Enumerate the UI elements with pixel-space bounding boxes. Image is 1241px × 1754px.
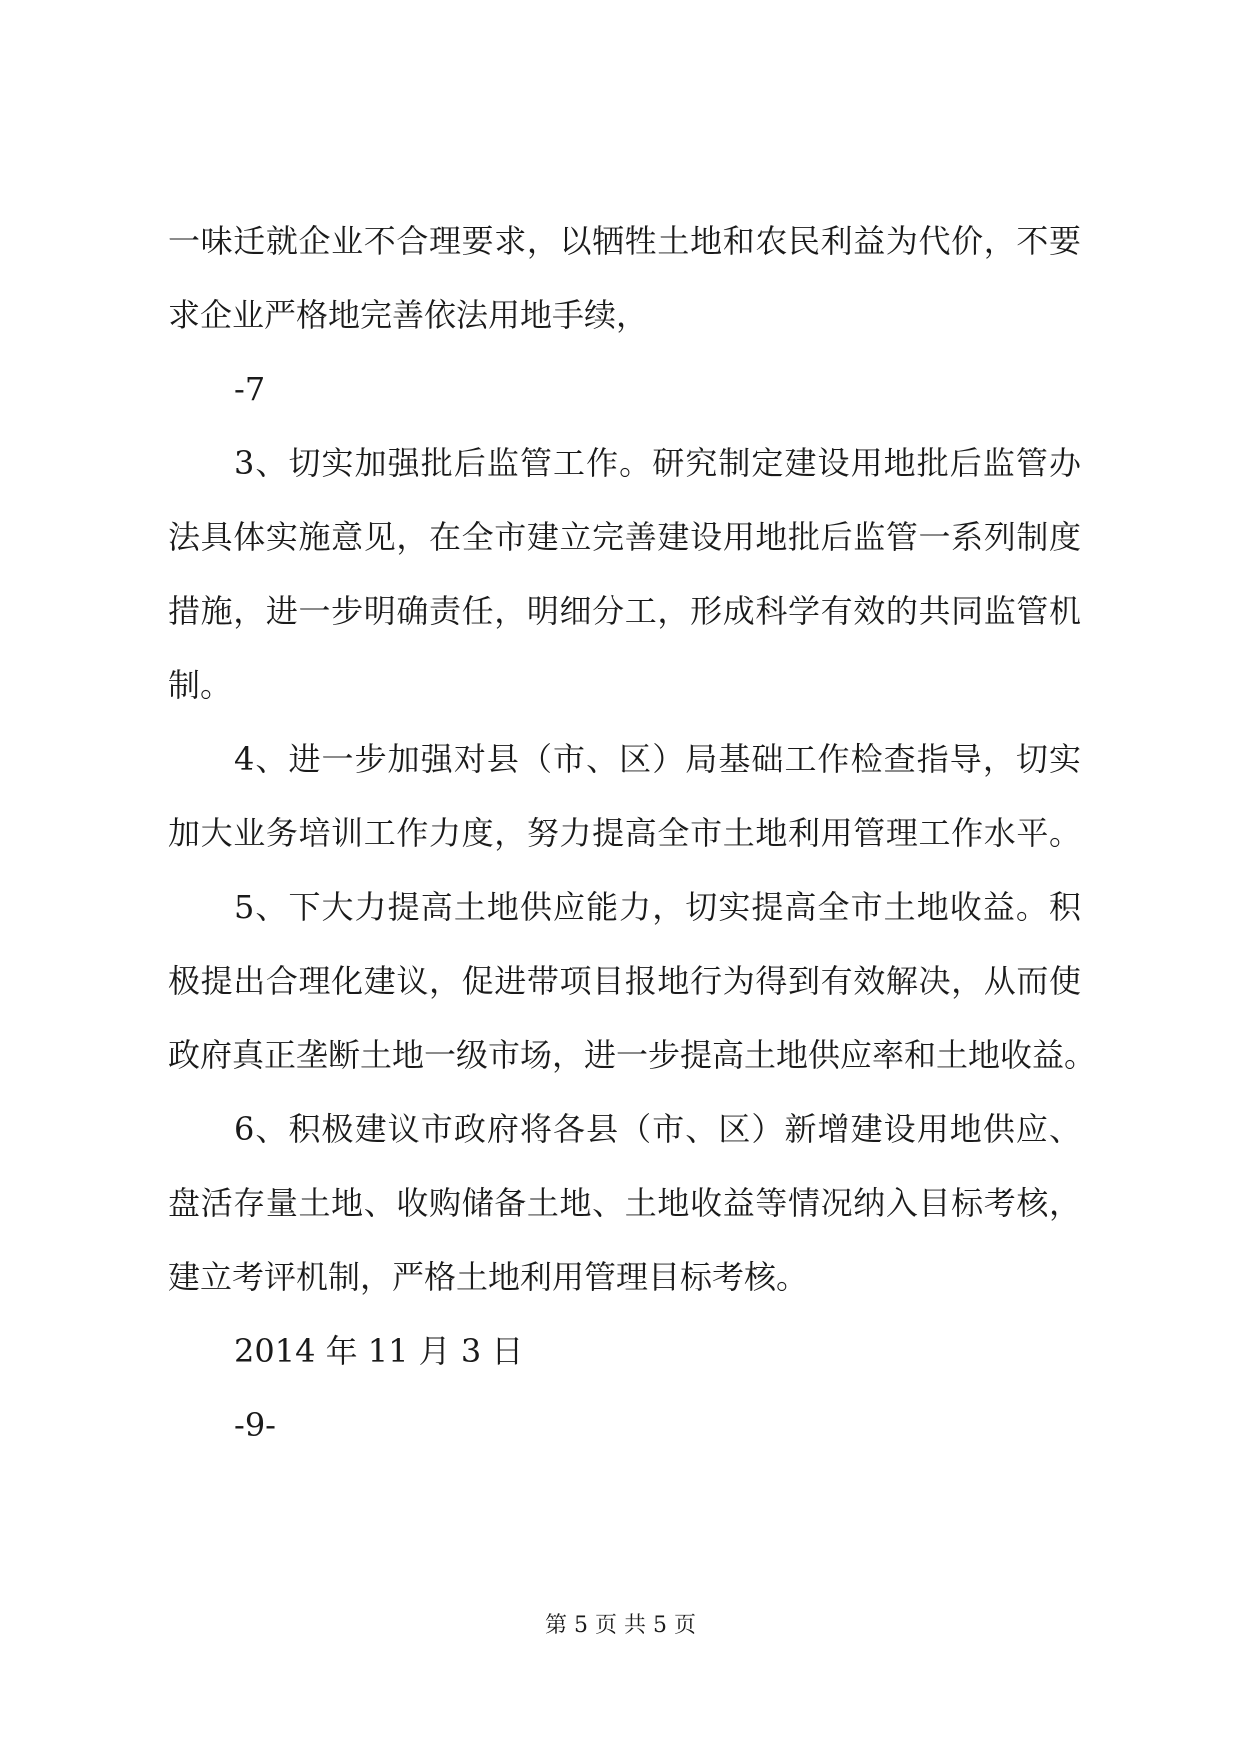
line-text: 4、进一步加强对县（市、区）局基础工作检查指导，切实 [234,740,1081,778]
line-text: 法具体实施意见，在全市建立完善建设用地批后监管一系列制度 [168,518,1081,556]
page-footer: 第 5 页 共 5 页 [545,1613,696,1638]
line-text: 一味迁就企业不合理要求，以牺牲土地和农民利益为代价，不要 [168,222,1081,260]
line-text: 2014 年 11 月 3 日 [234,1332,524,1370]
line-text: -9- [234,1406,276,1444]
line-text: -7 [234,370,266,408]
line-text: 制。 [168,666,233,704]
line-text: 建立考评机制，严格土地利用管理目标考核。 [168,1258,809,1296]
line-text: 加大业务培训工作力度，努力提高全市土地利用管理工作水平。 [168,814,1081,852]
line-text: 6、积极建议市政府将各县（市、区）新增建设用地供应、 [234,1110,1081,1148]
line-text: 盘活存量土地、收购储备土地、土地收益等情况纳入目标考核， [168,1184,1081,1222]
line-text: 政府真正垄断土地一级市场，进一步提高土地供应率和土地收益。 [168,1036,1097,1074]
line-text: 求企业严格地完善依法用地手续， [168,296,649,334]
line-text: 3、切实加强批后监管工作。研究制定建设用地批后监管办 [234,444,1081,482]
line-text: 极提出合理化建议，促进带项目报地行为得到有效解决，从而使 [168,962,1081,1000]
line-text: 5、下大力提高土地供应能力，切实提高全市土地收益。积 [234,888,1081,926]
line-text: 措施，进一步明确责任，明细分工，形成科学有效的共同监管机 [168,592,1081,630]
